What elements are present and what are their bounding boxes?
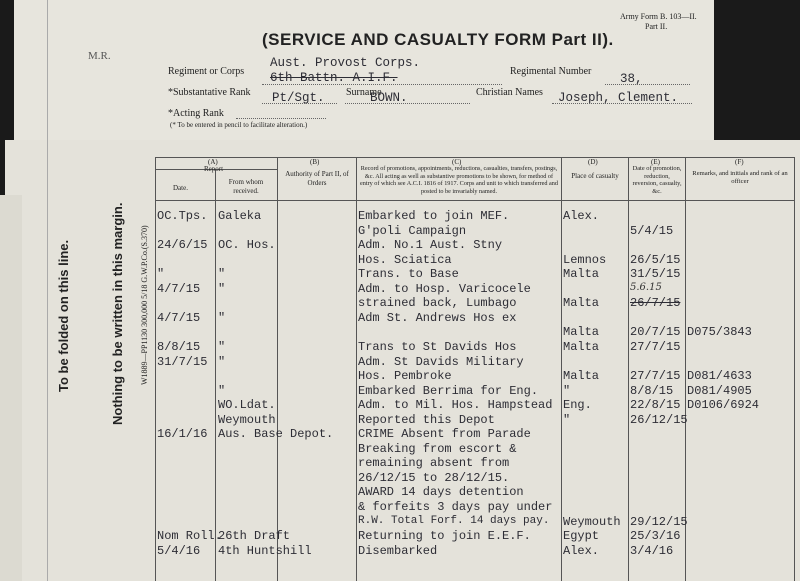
acting-rank-rule: [236, 118, 326, 119]
cell-edate: 26/5/15: [630, 252, 681, 267]
cell-place: Weymouth: [563, 514, 621, 529]
col-line-0: [155, 157, 156, 581]
cell-from: ": [218, 339, 226, 354]
fold-strip: [0, 195, 22, 581]
rank-value: Pt/Sgt.: [272, 91, 325, 105]
cell-date: 16/1/16: [157, 427, 208, 442]
cell-edate: 31/5/15: [630, 267, 681, 282]
col-f-letter: (F): [735, 158, 744, 166]
cell-record: Hos. Pembroke: [358, 369, 452, 384]
acting-rank-label: *Acting Rank: [168, 108, 224, 119]
cell-record: Disembarked: [358, 543, 438, 558]
footnote: (* To be entered in pencil to facilitate alteration.): [170, 121, 308, 129]
col-c-letter: (C): [452, 158, 462, 166]
surname-label: Surname: [346, 87, 382, 98]
cell-remark: D081/4905: [687, 383, 752, 398]
surname-value: BOWN.: [370, 91, 408, 105]
cell-record: Hos. Sciatica: [358, 252, 452, 267]
cell-from: WO.Ldat.: [218, 398, 276, 413]
cell-record: CRIME Absent from Parade: [358, 427, 531, 442]
cell-place: Malta: [563, 339, 600, 354]
form-title: (SERVICE AND CASUALTY FORM Part II).: [262, 30, 614, 49]
cell-record: Reported this Depot: [358, 412, 495, 427]
cell-from: OC. Hos.: [218, 238, 276, 253]
cell-place: Malta: [563, 325, 600, 340]
cell-record: Embarked to join MEF.: [358, 209, 510, 223]
cell-from: Aus. Base Depot.: [218, 427, 334, 442]
cell-record: Embarked Berrima for Eng.: [358, 383, 539, 398]
col-line-1: [215, 169, 216, 581]
cell-date: 4/7/15: [157, 310, 201, 325]
cell-place: Alex.: [563, 543, 600, 558]
cell-place: Lemnos: [563, 252, 607, 267]
rank-label: *Substantative Rank: [168, 87, 251, 98]
cell-date: Nom Roll.: [157, 529, 222, 544]
cell-edate: 5.6.15: [630, 281, 662, 293]
cell-record: Adm. to Hosp. Varicocele: [358, 281, 531, 296]
reg-number-value: 38,: [620, 72, 643, 86]
col-line-3: [356, 157, 357, 581]
surname-rule: [345, 103, 470, 104]
cell-date: 31/7/15: [157, 354, 208, 369]
col-f-title: Remarks, and initials and rank of an officer: [692, 170, 788, 185]
cell-record: 26/12/15 to 28/12/15.: [358, 470, 510, 485]
reg-number-label: Regimental Number: [510, 66, 592, 77]
cell-edate: 25/3/16: [630, 529, 681, 544]
cell-date: ": [157, 267, 165, 282]
cell-edate: 27/7/15: [630, 339, 681, 354]
rank-rule: [262, 103, 337, 104]
col-line-2: [277, 157, 278, 581]
cell-record: Returning to join E.E.F.: [358, 529, 531, 544]
col-a-from: From whom received.: [228, 178, 264, 195]
cell-place: Malta: [563, 296, 600, 311]
cell-record: R.W. Total Forf. 14 days pay.: [358, 514, 550, 527]
form-part: Part II.: [645, 22, 668, 31]
cell-record: Adm. to Mil. Hos. Hampstead: [358, 398, 553, 413]
army-form-number: Army Form B. 103—II.: [620, 12, 697, 21]
cell-record: G'poli Campaign: [358, 223, 467, 238]
cell-place: Egypt: [563, 529, 600, 544]
cell-edate: 3/4/16: [630, 543, 674, 558]
cell-edate: 26/7/15: [630, 296, 681, 311]
cell-place: Eng.: [563, 398, 592, 413]
cell-from: ": [218, 281, 226, 296]
mr-mark: M.R.: [88, 50, 111, 62]
col-b-letter: (B): [310, 158, 320, 166]
col-e-title: Date of promotion, reduction, reversion, casualty, &c.: [632, 165, 682, 195]
regiment-value: Aust. Provost Corps.: [270, 56, 421, 70]
cell-date: OC.Tps.: [157, 209, 208, 223]
cell-edate: 20/7/15: [630, 325, 681, 340]
cell-record: strained back, Lumbago: [358, 296, 517, 311]
cell-record: remaining absent from: [358, 456, 510, 471]
cell-remark: D075/3843: [687, 325, 752, 340]
cell-record: Adm. No.1 Aust. Stny: [358, 238, 503, 253]
cell-record: Adm St. Andrews Hos ex: [358, 310, 517, 325]
cell-edate: 5/4/15: [630, 223, 674, 238]
christian-label: Christian Names: [476, 87, 543, 98]
regiment-rule: [262, 84, 502, 85]
christian-value: Joseph, Clement.: [558, 91, 679, 105]
cell-from: ": [218, 383, 226, 398]
cell-place: ": [563, 412, 571, 427]
cell-place: Malta: [563, 267, 600, 282]
fold-note: To be folded on this line.: [56, 239, 71, 392]
christian-rule: [552, 103, 692, 104]
cell-remark: D0106/6924: [687, 398, 760, 413]
cell-place: ": [563, 383, 571, 398]
cell-from: 4th Huntshill: [218, 543, 312, 558]
col-e-letter: (E): [651, 158, 660, 166]
col-d-title: Place of casualty: [571, 172, 619, 180]
regiment-label: Regiment or Corps: [168, 66, 245, 77]
cell-date: 8/8/15: [157, 339, 201, 354]
cell-edate: 8/8/15: [630, 383, 674, 398]
cell-edate: 29/12/15: [630, 514, 688, 529]
cell-from: ": [218, 267, 226, 282]
cell-from: Weymouth: [218, 412, 276, 427]
cell-from: 26th Draft: [218, 529, 291, 544]
printer-code: W1889—PP1130 300,000 5/18 G.W.P.Co.(S.370): [140, 225, 149, 385]
cell-date: 5/4/16: [157, 543, 201, 558]
col-a-letter: (A): [208, 158, 218, 166]
cell-place: Alex.: [563, 209, 600, 223]
cell-edate: 27/7/15: [630, 369, 681, 384]
col-a-date: Date.: [173, 184, 188, 192]
cell-record: & forfeits 3 days pay under: [358, 500, 553, 514]
cell-from: Galeka: [218, 209, 262, 223]
col-d-letter: (D): [588, 158, 598, 166]
cell-edate: 22/8/15: [630, 398, 681, 413]
col-line-7: [794, 157, 795, 581]
table-top-rule: [155, 157, 795, 158]
cell-record: AWARD 14 days detention: [358, 485, 524, 500]
table-header-rule: [155, 200, 795, 201]
cell-record: Trans to St Davids Hos: [358, 339, 517, 354]
col-b-title: Authority of Part II, of Orders: [285, 170, 349, 187]
cell-remark: D081/4633: [687, 369, 752, 384]
cell-record: Adm. St Davids Military: [358, 354, 524, 369]
col-line-4: [561, 157, 562, 581]
col-line-5: [628, 157, 629, 581]
cell-record: Breaking from escort &: [358, 441, 517, 456]
cell-record: Trans. to Base: [358, 267, 459, 282]
col-c-title: Record of promotions, appointments, reductions, casualties, transfers, postings, &c. All acting as well as substantive promotions to be shown, for method of entry of which see A.C.I. 1816 of 1917. Corps and unit to which transferred and posted to be invariably named.: [360, 165, 558, 195]
reg-number-rule: [605, 84, 690, 85]
regiment-struck: 6th Battn. A.I.F.: [270, 71, 398, 85]
cell-place: Malta: [563, 369, 600, 384]
cell-edate: 26/12/15: [630, 412, 688, 427]
cell-date: 4/7/15: [157, 281, 201, 296]
cell-from: ": [218, 354, 226, 369]
cell-from: ": [218, 310, 226, 325]
margin-note: Nothing to be written in this margin.: [110, 202, 125, 425]
col-a-title: Report: [204, 165, 224, 173]
margin-line: [47, 0, 48, 581]
cell-date: 24/6/15: [157, 238, 208, 253]
